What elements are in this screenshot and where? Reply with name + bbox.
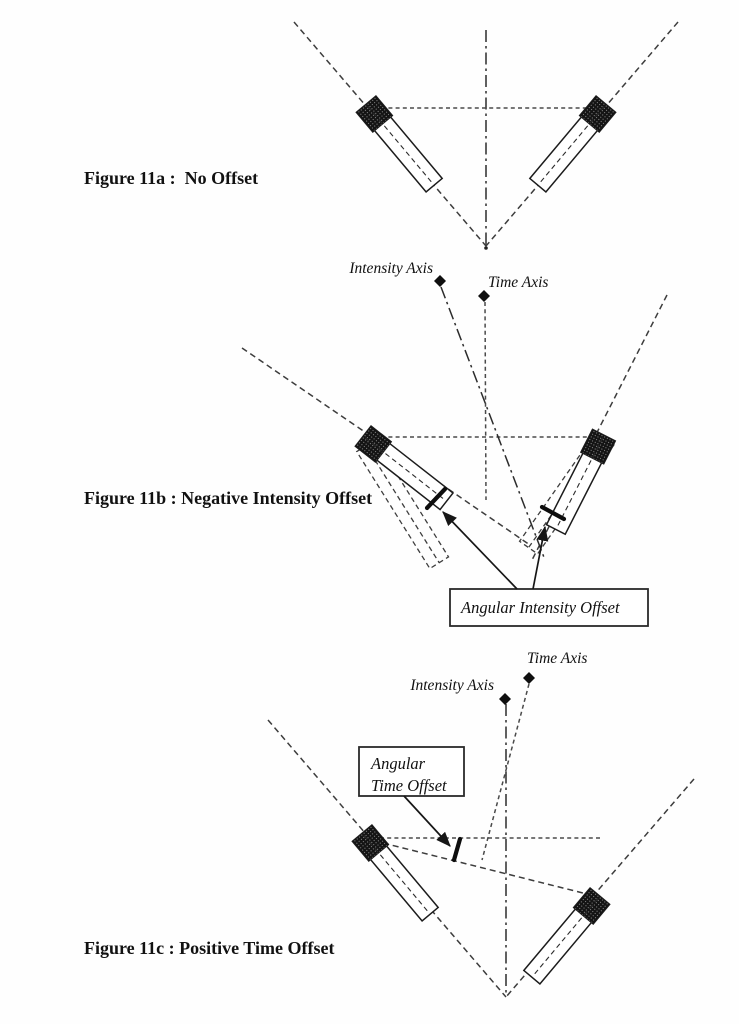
annotation-label-line2: Time Offset xyxy=(371,776,447,795)
probe-left xyxy=(356,96,444,194)
probe-right xyxy=(544,429,615,535)
annotation-arrow-left xyxy=(443,512,517,589)
intensity-axis-label: Intensity Axis xyxy=(410,677,494,694)
apex-dot xyxy=(484,246,488,250)
intensity-axis-marker xyxy=(499,693,511,705)
time-axis-label: Time Axis xyxy=(488,274,549,291)
probe-left xyxy=(352,825,440,923)
time-axis-marker xyxy=(523,672,535,684)
annotation-arrow-right xyxy=(533,527,545,589)
figure-11c-caption: Figure 11c : Positive Time Offset xyxy=(84,938,335,958)
probe-right xyxy=(528,96,616,194)
annotation-label-line1: Angular xyxy=(371,754,426,773)
time-axis-label: Time Axis xyxy=(527,650,588,667)
intensity-axis-label: Intensity Axis xyxy=(349,260,433,277)
time-axis-marker xyxy=(478,290,490,302)
figure-11a-caption: Figure 11a : No Offset xyxy=(84,168,259,188)
figure-11b xyxy=(84,260,667,626)
figure-11a xyxy=(84,22,678,250)
probe-right xyxy=(522,888,610,986)
annotation-label: Angular Intensity Offset xyxy=(461,598,620,617)
intensity-axis-marker xyxy=(434,275,446,287)
offset-tick xyxy=(454,839,460,860)
figure-11c xyxy=(84,650,694,997)
figure-11b-caption: Figure 11b : Negative Intensity Offset xyxy=(84,488,373,508)
